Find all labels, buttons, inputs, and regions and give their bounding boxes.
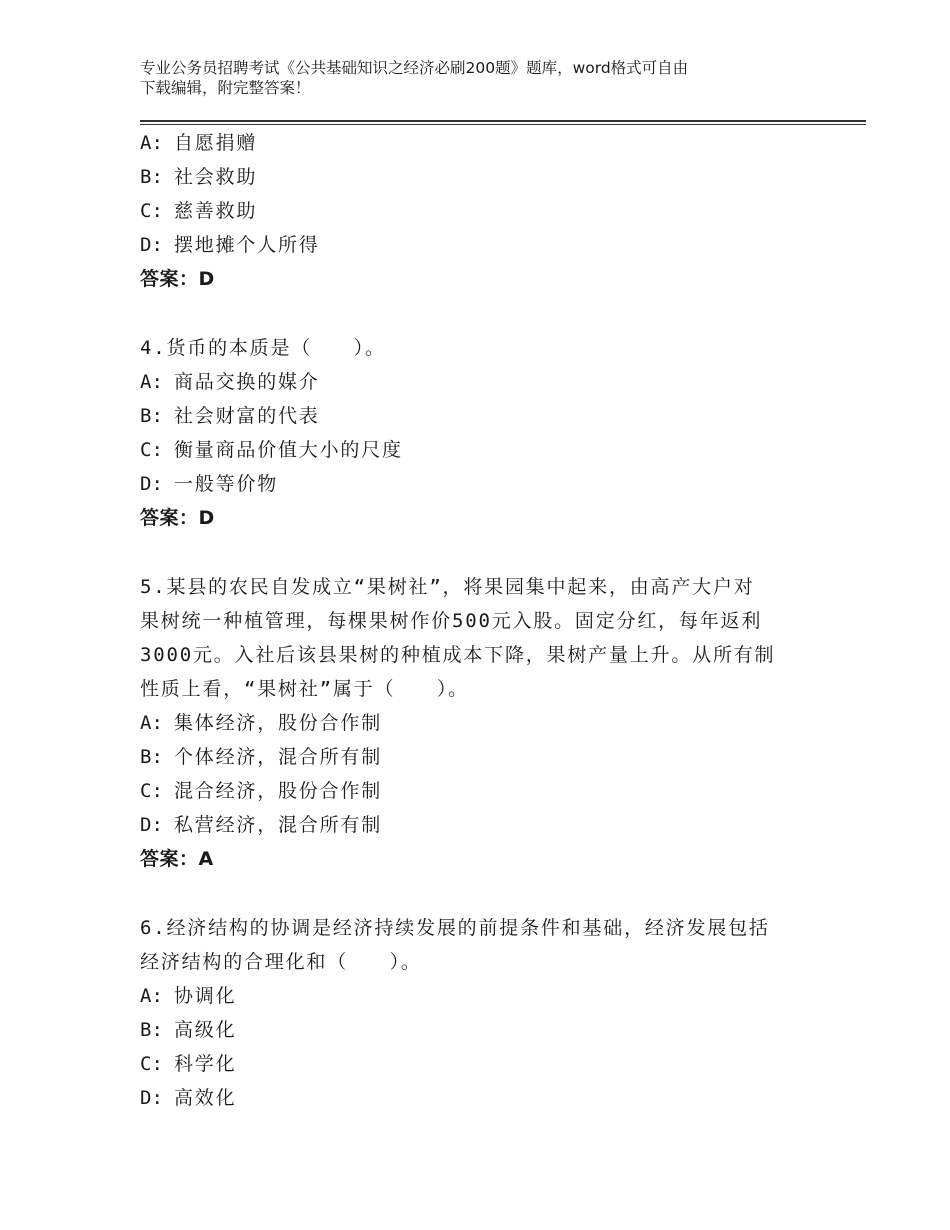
header-line-2: 下载编辑，附完整答案！	[140, 79, 311, 97]
option-a: A: 协调化	[140, 985, 237, 1007]
option-c: C: 衡量商品价值大小的尺度	[140, 439, 403, 461]
option-d: D: 一般等价物	[140, 473, 279, 495]
option-d: D: 高效化	[140, 1087, 237, 1109]
question-content	[140, 126, 820, 1115]
document-header	[140, 58, 810, 98]
option-b: B: 个体经济，混合所有制	[140, 746, 383, 768]
question-3	[140, 126, 820, 296]
option-d: D: 私营经济，混合所有制	[140, 814, 383, 836]
option-b: B: 高级化	[140, 1019, 237, 1041]
question-4	[140, 331, 820, 535]
question-stem-line: 6.经济结构的协调是经济持续发展的前提条件和基础，经济发展包括	[140, 917, 770, 939]
option-a: A: 商品交换的媒介	[140, 371, 320, 393]
answer-4: 答案：D	[140, 507, 215, 529]
option-a: A: 自愿捐赠	[140, 132, 258, 154]
question-6	[140, 911, 820, 1115]
header-rule-thick	[140, 120, 866, 122]
answer-5: 答案：A	[140, 848, 214, 870]
answer-3: 答案：D	[140, 268, 215, 290]
question-stem-line: 3000元。入社后该县果树的种植成本下降，果树产量上升。从所有制	[140, 644, 776, 666]
question-stem: 4.货币的本质是（ ）。	[140, 337, 386, 359]
option-c: C: 科学化	[140, 1053, 237, 1075]
option-b: B: 社会财富的代表	[140, 405, 320, 427]
question-stem-line: 性质上看，“果树社”属于（ ）。	[140, 678, 469, 700]
option-c: C: 慈善救助	[140, 200, 258, 222]
question-stem-line: 经济结构的合理化和（ ）。	[140, 951, 422, 973]
option-c: C: 混合经济，股份合作制	[140, 780, 383, 802]
option-b: B: 社会救助	[140, 166, 258, 188]
option-a: A: 集体经济，股份合作制	[140, 712, 383, 734]
header-rule-thin	[140, 124, 866, 125]
question-stem-line: 5.某县的农民自发成立“果树社”，将果园集中起来，由高产大户对	[140, 576, 755, 598]
question-5	[140, 570, 820, 876]
question-stem-line: 果树统一种植管理，每棵果树作价500元入股。固定分红，每年返利	[140, 610, 763, 632]
header-line-1: 专业公务员招聘考试《公共基础知识之经济必刷200题》题库，word格式可自由	[140, 59, 689, 77]
option-d: D: 摆地摊个人所得	[140, 234, 320, 256]
